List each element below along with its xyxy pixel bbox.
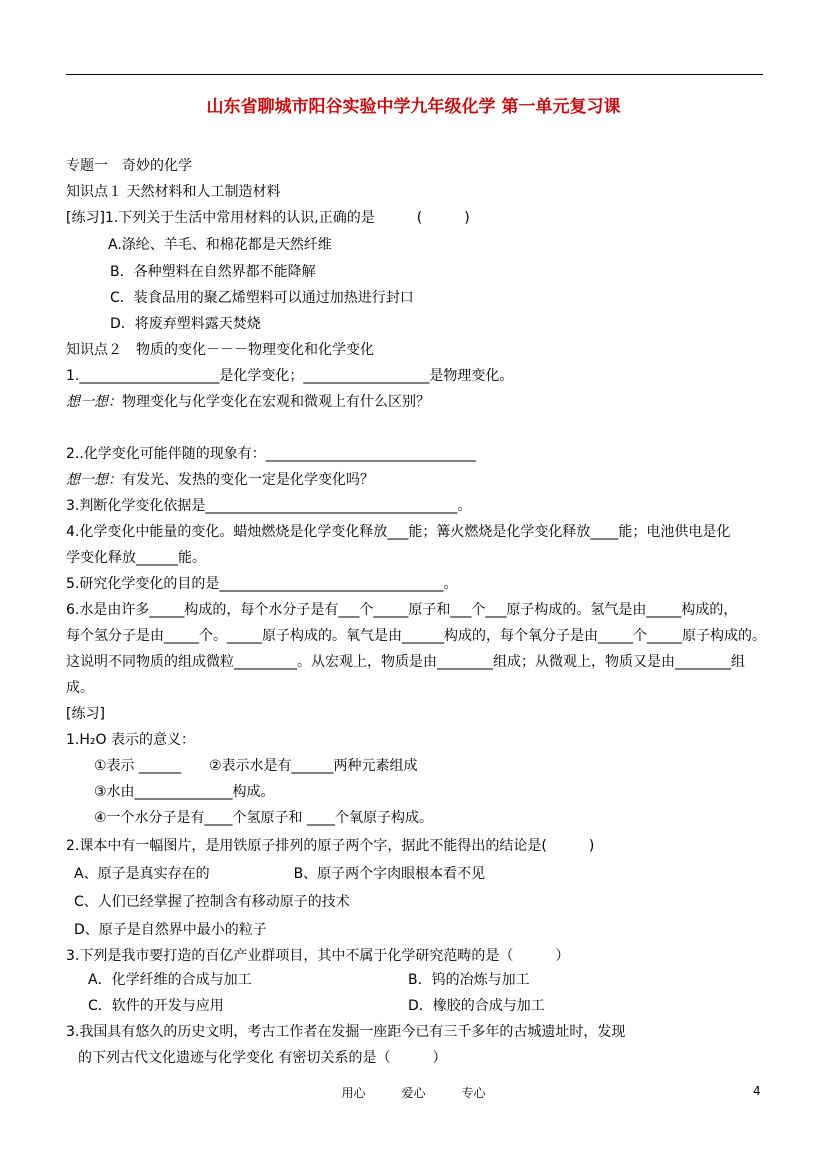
question-2: 2..化学变化可能伴随的现象有：______________________________	[66, 446, 476, 462]
question-6-line-1: 6.水是由许多_____构成的，每个水分子是有___个_____原子和___个___原子构成的。氢气是由_____构成的，	[66, 602, 738, 618]
exercise-1-option-c: C．装食品用的聚乙烯塑料可以通过加热进行封口	[110, 290, 414, 306]
exercise-1-option-a: A.涤纶、羊毛、和棉花都是天然纤维	[108, 237, 332, 253]
footer-word: 用心	[341, 1086, 366, 1100]
exercise-1-option-b: B．各种塑料在自然界都不能降解	[110, 264, 316, 280]
think-text: 有发光、发热的变化一定是化学变化吗？	[122, 472, 374, 488]
exercise-1-option-d: D．将废弃塑料露天焚烧	[110, 316, 261, 332]
question-4-line-2: 学变化释放______能。	[66, 550, 206, 566]
exercise-1-question: [练习]1.下列关于生活中常用材料的认识,正确的是 ( )	[66, 210, 470, 226]
question-4-line-1: 4.化学变化中能量的变化。蜡烛燃烧是化学变化释放___能；篝火燃烧是化学变化释放____能；电池供电是化	[66, 524, 731, 540]
think-line-2	[66, 471, 374, 489]
think-label: 想一想：	[66, 472, 122, 488]
question-5: 5.研究化学变化的目的是________________________________。	[66, 576, 458, 592]
question-6-line-2: 每个氢分子是由_____个。_____原子构成的。氧气是由______构成的，每个氧分子是由_____个_____原子构成的。	[66, 628, 766, 644]
exercise-heading: [练习]	[66, 706, 105, 722]
knowledge-point-2: 知识点２ 物质的变化－－－物理变化和化学变化	[66, 342, 374, 358]
knowledge-point-1: 知识点１ 天然材料和人工制造材料	[66, 184, 281, 200]
exercise-3-options-ab: A、原子是真实存在的 B、原子两个字肉眼根本看不见	[74, 866, 486, 882]
exercise-2-item-4: ④一个水分子是有____个氢原子和 ____个氧原子构成。	[94, 810, 433, 826]
question-1: 1.____________________是化学变化；__________________是物理变化。	[66, 368, 514, 384]
page-title: 山东省聊城市阳谷实验中学九年级化学 第一单元复习课	[206, 97, 621, 117]
page-footer	[0, 1084, 827, 1101]
exercise-4-option-a: A．化学纤维的合成与加工	[88, 972, 252, 988]
exercise-3-option-c: C、人们已经掌握了控制含有移动原子的技术	[74, 894, 350, 910]
question-3: 3.判断化学变化依据是____________________________________。	[66, 498, 472, 514]
exercise-4-question: 3.下列是我市要打造的百亿产业群项目，其中不属于化学研究范畴的是（ ）	[66, 948, 570, 964]
think-text: 物理变化与化学变化在宏观和微观上有什么区别？	[122, 394, 430, 410]
exercise-4-option-b: B．钨的冶炼与加工	[408, 972, 530, 988]
exercise-5-line-2: 的下列古代文化遗迹与化学变化 有密切关系的是（ ）	[78, 1050, 447, 1066]
think-label: 想一想：	[66, 394, 122, 410]
exercise-5-line-1: 3.我国具有悠久的历史文明，考古工作者在发掘一座距今已有三千多年的古城遗址时，发现	[66, 1024, 626, 1040]
exercise-3-option-d: D、原子是自然界中最小的粒子	[74, 922, 267, 938]
footer-word: 专心	[461, 1086, 486, 1100]
section-heading: 专题一 奇妙的化学	[66, 158, 192, 174]
header-rule	[66, 74, 763, 75]
exercise-4-option-c: C．软件的开发与应用	[88, 998, 224, 1014]
exercise-2-question: 1.H₂O 表示的意义：	[66, 732, 195, 748]
question-6-line-4: 成。	[66, 680, 94, 696]
exercise-4-option-d: D．橡胶的合成与加工	[408, 998, 545, 1014]
footer-word: 爱心	[401, 1086, 426, 1100]
exercise-2-item-3: ③水由______________构成。	[94, 784, 275, 800]
question-6-line-3: 这说明不同物质的组成微粒_________。从宏观上，物质是由________组成；从微观上，物质又是由________组	[66, 654, 745, 670]
page-number: 4	[753, 1084, 761, 1098]
think-line-1	[66, 393, 430, 411]
exercise-3-question: 2.课本中有一幅图片，是用铁原子排列的原子两个字，据此不能得出的结论是( )	[66, 838, 595, 854]
exercise-2-item-1-2: ①表示 ______ ②表示水是有______两种元素组成	[94, 758, 418, 774]
